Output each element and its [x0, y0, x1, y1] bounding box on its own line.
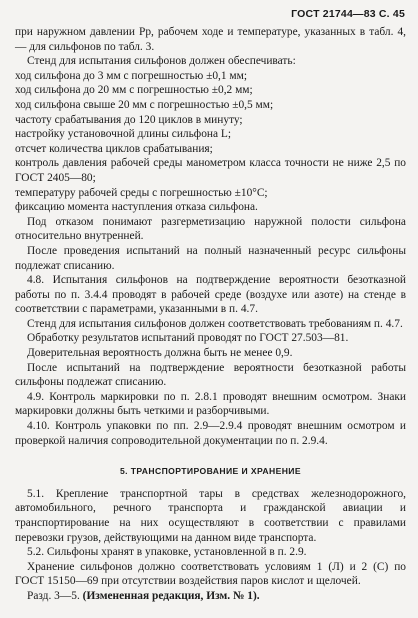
section-5-body [15, 487, 406, 589]
paragraph-p5: ход сильфона свыше 20 мм с погрешностью ±0,5 мм; [15, 98, 274, 111]
paragraph-p15: Стенд для испытания сильфонов должен соответствовать требованиям п. 4.7. [27, 317, 403, 330]
paragraph-p17: Доверительная вероятность должна быть не менее 0,9. [27, 347, 293, 360]
paragraph-p10: температуру рабочей среды с погрешностью ±10°С; [15, 186, 268, 199]
amendment-note [15, 589, 406, 604]
section-4-continuation [15, 25, 406, 448]
page-body [15, 25, 406, 604]
page-header: ГОСТ 21744—83 С. 45 [291, 8, 405, 20]
paragraph-p16: Обработку результатов испытаний проводят по ГОСТ 27.503—81. [27, 332, 349, 345]
paragraph-p2: Стенд для испытания сильфонов должен обеспечивать: [27, 55, 296, 68]
paragraph-p13: После проведения испытаний на полный назначенный ресурс сильфоны подлежат списанию. [15, 244, 406, 272]
paragraph-p21: 5.1. Крепление транспортной тары в средствах железнодорожного, автомобильного, речного транспорта и гражданской авиации и транспортирование на них осуществляют в соответствии с правилами перевозки грузов, действующими на данном виде транспорта. [15, 487, 406, 544]
paragraph-p22: 5.2. Сильфоны хранят в упаковке, установленной в п. 2.9. [27, 546, 307, 559]
paragraph-p8: отсчет количества циклов срабатывания; [15, 142, 213, 155]
paragraph-p6: частоту срабатывания до 120 циклов в минуту; [15, 113, 243, 126]
paragraph-p9: контроль давления рабочей среды манометром класса точности не ниже 2,5 по ГОСТ 2405—80; [15, 157, 406, 184]
paragraph-p11: фиксацию момента наступления отказа сильфона. [15, 201, 258, 214]
paragraph-p12: Под отказом понимают разгерметизацию наружной полости сильфона относительно внутренней. [15, 215, 406, 243]
paragraph-p1: при наружном давлении Pр, рабочем ходе и температуре, указанных в табл. 4, — для сильфонов по табл. 3. [15, 26, 406, 53]
section-spacer [15, 448, 406, 462]
paragraph-p14: 4.8. Испытания сильфонов на подтверждение вероятности безотказной работы по п. 3.4.4 проводят в рабочей среде (воздухе или азоте) на стенде в соответствии с параметрами, указанными в п. 4.7. [15, 274, 406, 316]
section-title: 5. ТРАНСПОРТИРОВАНИЕ И ХРАНЕНИЕ [119, 466, 302, 477]
paragraph-p23: Хранение сильфонов должно соответствовать условиям 1 (Л) и 2 (С) по ГОСТ 15150—69 при отсутствии воздействия паров кислот и щелочей. [15, 560, 406, 588]
amendment-note-prefix: Разд. 3—5. [27, 589, 83, 602]
paragraph-p20: 4.10. Контроль упаковки по пп. 2.9—2.9.4 проводят внешним осмотром и проверкой наличия сопроводительной документации по п. 2.9.4. [15, 420, 406, 447]
paragraph-p7: настройку установочной длины сильфона L; [15, 128, 232, 141]
paragraph-p18: После испытаний на подтверждение вероятности безотказной работы сильфоны подлежат списанию. [15, 361, 406, 389]
paragraph-p19: 4.9. Контроль маркировки по п. 2.8.1 проводят внешним осмотром. Знаки маркировки должны быть четкими и разборчивыми. [15, 390, 406, 418]
amendment-note-bold: (Измененная редакция, Изм. № 1). [82, 589, 260, 602]
paragraph-p4: ход сильфона до 20 мм с погрешностью ±0,2 мм; [15, 84, 253, 97]
paragraph-p3: ход сильфона до 3 мм с погрешностью ±0,1 мм; [15, 69, 247, 82]
